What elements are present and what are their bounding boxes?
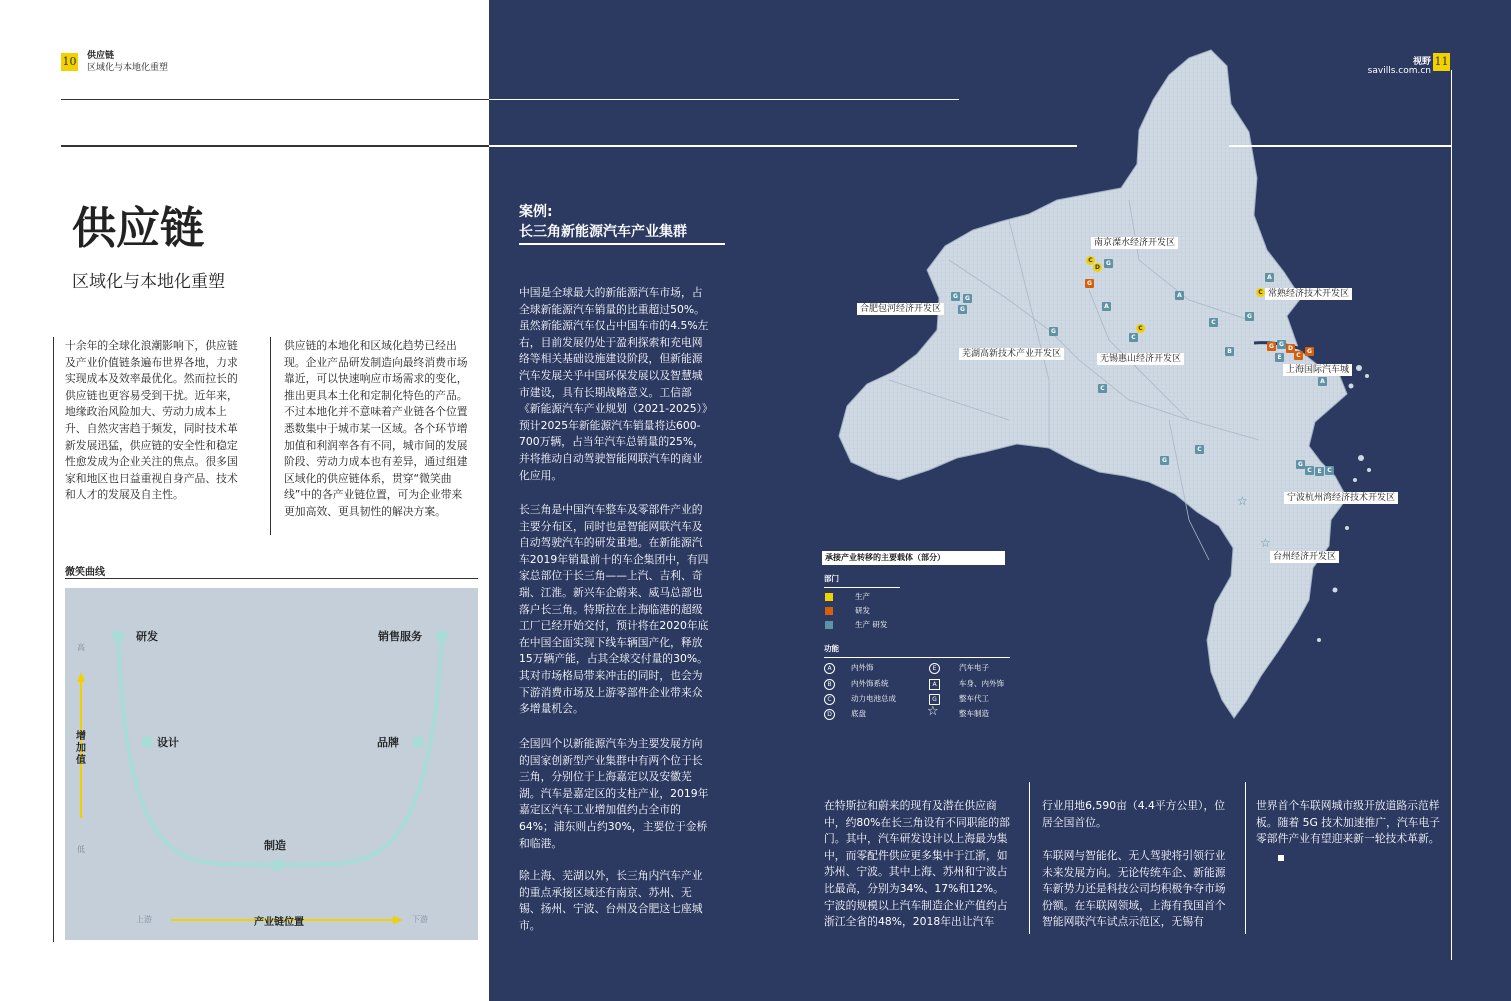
label-research: 研发: [136, 630, 158, 643]
y-low-label: 低: [77, 845, 85, 854]
marker-both: C: [1209, 318, 1218, 327]
title-divider: [61, 145, 489, 147]
intro-column-1: 十余年的全球化浪潮影响下，供应链及产业价值链条遍布世界各地，力求实现成本及效率最优化。然而拉长的供应链也更容易受到干扰。近年来，地缘政治风险加大、劳动力成本上升、自然灾害趋于频发，同时技术革新发展迅猛，供应链的安全性和稳定性愈发成为企业关注的焦点。很多国家和地区也日益重视自身产品、技术和人才的发展及自主性。: [65, 339, 238, 502]
page-subtitle: 区域化与本地化重塑: [72, 272, 225, 292]
case-para-2: 长三角是中国汽车整车及零部件产业的主要分布区，同时也是智能网联汽车及自动驾驶汽车的研发重地。在新能源汽车2019年销量前十的车企集团中，有四家总部位于长三角——上汽、吉利、奇瑞、江淮。新兴车企蔚来、威马总部也落户长三角。特斯拉在上海临港的超级工厂已经开始交付，预计将在2020年底在中国全面实现下线车辆国产化，释放15万辆产能，占其全球交付量的30%。其对市场格局带来冲击的同时，也会为下游消费市场及上游零部件企业带来众多增量机会。: [519, 503, 709, 716]
marker-both: C: [1098, 384, 1107, 393]
map-label-nanjing: 南京溧水经济开发区: [1091, 237, 1178, 249]
top-divider: [61, 99, 489, 100]
col-text-3b: 车联网与智能化、无人驾驶将引领行业未来发展方向。无论传统车企、新能源车新势力还是科技公司均积极争夺市场份额。在车联网领域，上海有我国首个智能网联汽车试点示范区，无锡有: [1042, 849, 1226, 929]
map-label-wuhu: 芜湖高新技术产业开发区: [959, 348, 1064, 360]
col-rule-3: [1245, 782, 1246, 934]
chart-heading: 微笑曲线: [65, 567, 105, 578]
running-header-sub: 区域化与本地化重塑: [87, 63, 169, 73]
brand-name: 视野: [1412, 57, 1431, 67]
marker-both: B: [1225, 347, 1234, 356]
running-header-section: 供应链: [87, 51, 115, 61]
legend-func-label: 内外饰: [851, 663, 874, 672]
legend-func-rule: [824, 657, 1010, 658]
marker-both: E: [1315, 467, 1324, 476]
legend-func-icon: D: [824, 709, 835, 720]
column-rule: [270, 337, 271, 535]
point-brand: [412, 736, 424, 748]
case-title: 长三角新能源汽车产业集群: [519, 224, 687, 240]
case-label: 案例:: [519, 204, 553, 220]
left-margin-rule: [53, 337, 54, 942]
legend-dept-rd: 研发: [855, 606, 870, 615]
legend-func-icon: E: [929, 663, 940, 674]
case-para-3: 全国四个以新能源汽车为主要发展方向的国家创新型产业集群中有两个位于长三角，分别位于上海嘉定以及安徽芜湖。汽车是嘉定区的支柱产业，2019年嘉定区汽车工业增加值约占全市的64%；浦东则占约30%，主要位于金桥和临港。: [519, 737, 709, 850]
marker-both: G: [951, 292, 960, 301]
point-sales: [436, 630, 448, 642]
marker-rd: D: [1286, 344, 1295, 353]
region-shape: [839, 50, 1347, 718]
marker-both: E: [1275, 353, 1284, 362]
legend-swatch-both: [825, 621, 833, 629]
marker-both: G: [1245, 312, 1254, 321]
legend-func-icon: C: [824, 694, 835, 705]
map-label-wuxi: 无锡惠山经济开发区: [1097, 353, 1184, 365]
marker-both: G: [1104, 259, 1113, 268]
col-text-4: 世界首个车联网城市级开放道路示范样板。随着 5G 技术加速推广，汽车电子零部件产业有望迎来新一轮技术革新。: [1256, 799, 1441, 846]
y-arrow-head: [77, 672, 85, 682]
legend-dept-title: 部门: [824, 574, 839, 583]
label-sales: 销售服务: [378, 630, 422, 643]
y-axis-label: 增加值: [76, 731, 86, 766]
col-rule-2: [1029, 782, 1030, 934]
marker-both: A: [1265, 273, 1274, 282]
marker-both: G: [963, 294, 972, 303]
case-para-4: 除上海、芜湖以外，长三角内汽车产业的重点承接区域还有南京、苏州、无锡、扬州、宁波、台州及合肥这七座城市。: [519, 869, 703, 932]
legend-func-icon: A: [824, 663, 835, 674]
marker-rd: G: [1305, 347, 1314, 356]
map-label-ningbo: 宁波杭州湾经济技术开发区: [1284, 492, 1398, 504]
page-title: 供应链: [72, 203, 204, 254]
legend-func-icon: G: [929, 694, 940, 705]
page-number-right: 11: [1433, 53, 1450, 71]
x-right-label: 下游: [412, 915, 428, 924]
legend-dept-rule: [824, 587, 900, 588]
marker-both: C: [1305, 466, 1314, 475]
legend-swatch-production: [825, 593, 833, 601]
marker-rd: G: [1267, 342, 1276, 351]
legend-func-label: 汽车电子: [959, 663, 989, 672]
intro-column-2: 供应链的本地化和区域化趋势已经出现。企业产品研发制造向最终消费市场靠近，可以快速响应市场需求的变化，推出更具本土化和定制化特色的产品。不过本地化并不意味着产业链各个位置悉数集中于城市某一区域。各个环节增加值和利润率各有不同，城市间的发展阶段、劳动力成本也有差异，通过组建区域化的供应链体系，贯穿“微笑曲线”中的各产业链位置，可为企业带来更加高效、更具韧性的解决方案。: [284, 339, 468, 518]
x-axis-label: 产业链位置: [254, 917, 304, 928]
marker-production: D: [1093, 263, 1102, 272]
marker-production: C: [1256, 288, 1265, 297]
map-label-hefei: 合肥包河经济开发区: [857, 303, 944, 315]
smile-curve-chart: [65, 588, 478, 940]
marker-both: G: [1049, 327, 1058, 336]
smile-curve-line: [118, 636, 442, 865]
legend-func-label: 整车制造: [959, 709, 989, 718]
map-label-taizhou: 台州经济开发区: [1270, 551, 1339, 563]
legend-swatch-rd: [825, 607, 833, 615]
legend-func-icon: B: [824, 679, 835, 690]
legend-func-icon: A: [929, 679, 940, 690]
legend-func-label: 车身、内外饰: [959, 679, 1004, 688]
y-high-label: 高: [77, 643, 85, 652]
col-text-3a: 行业用地6,590亩（4.4平方公里），位居全国首位。: [1042, 799, 1226, 829]
marker-vehicle-star: ☆: [1260, 536, 1271, 550]
legend-func-icon: ☆: [927, 704, 939, 719]
marker-both: G: [1160, 456, 1169, 465]
col-text-2: 在特斯拉和蔚来的现有及潜在供应商中，约80%在长三角设有不同职能的部门。其中，汽车研发设计以上海最为集中，而零配件供应更多集中于江浙，如苏州、宁波。其中上海、苏州和宁波占比最高，分别为34%、17%和12%。宁波的规模以上汽车制造企业产值约占浙江全省的48%，2018年出让汽车: [824, 799, 1010, 929]
map-label-changshu: 常熟经济技术开发区: [1265, 288, 1352, 300]
marker-production: C: [1136, 324, 1145, 333]
chart-heading-rule: [65, 578, 478, 579]
x-left-label: 上游: [136, 915, 152, 924]
marker-rd: C: [1294, 351, 1303, 360]
marker-both: A: [1318, 377, 1327, 386]
right-margin-rule: [1451, 70, 1452, 960]
end-mark: [1278, 855, 1284, 861]
left-page: [0, 0, 489, 1001]
x-arrow-head: [393, 916, 403, 924]
case-title-rule: [519, 243, 725, 245]
point-research: [112, 630, 124, 642]
label-brand: 品牌: [377, 736, 399, 749]
point-design: [141, 736, 153, 748]
legend-func-label: 底盘: [851, 709, 866, 718]
label-design: 设计: [157, 736, 179, 749]
marker-both: G: [1296, 460, 1305, 469]
legend-title: 承接产业转移的主要载体（部分）: [822, 551, 1005, 565]
right-page: [489, 0, 1511, 1001]
marker-both: G: [958, 305, 967, 314]
marker-both: C: [1325, 466, 1334, 475]
right-title-divider-end: [1229, 145, 1451, 147]
case-para-1: 中国是全球最大的新能源汽车市场，占全球新能源汽车销量的比重超过50%。虽然新能源汽车仅占中国车市的4.5%左右，目前发展仍处于盈利探索和充电网络等相关基础设施建设阶段，但新能源汽车发展关乎中国环保发展以及智慧城市建设，具有长期战略意义。工信部《新能源汽车产业规划（2021-2025）》预计2025年新能源汽车销量将达600-700万辆，占当年汽车总销量的25%，并将推动自动驾驶智能网联汽车的商业化应用。: [519, 286, 709, 482]
label-manufacture: 制造: [264, 839, 286, 852]
marker-production: C: [1086, 256, 1095, 265]
marker-both: A: [1102, 302, 1111, 311]
right-title-divider: [489, 145, 1077, 147]
point-manufacture: [271, 859, 283, 871]
page-number-left: 10: [61, 53, 78, 71]
legend-func-label: 整车代工: [959, 694, 989, 703]
legend-func-label: 内外饰系统: [851, 679, 889, 688]
legend-func-title: 功能: [824, 644, 839, 653]
marker-both: G: [1277, 340, 1286, 349]
legend-dept-production: 生产: [855, 592, 870, 601]
right-top-divider: [489, 99, 959, 100]
legend-dept-both: 生产 研发: [855, 620, 888, 629]
marker-both: C: [1195, 445, 1204, 454]
map-label-shanghai: 上海国际汽车城: [1283, 364, 1352, 376]
marker-both: A: [1175, 291, 1184, 300]
marker-rd: G: [1085, 279, 1094, 288]
website: savills.com.cn: [1367, 66, 1431, 76]
marker-vehicle-star: ☆: [1237, 494, 1248, 508]
legend-func-label: 动力电池总成: [851, 694, 896, 703]
marker-both: C: [1129, 333, 1138, 342]
